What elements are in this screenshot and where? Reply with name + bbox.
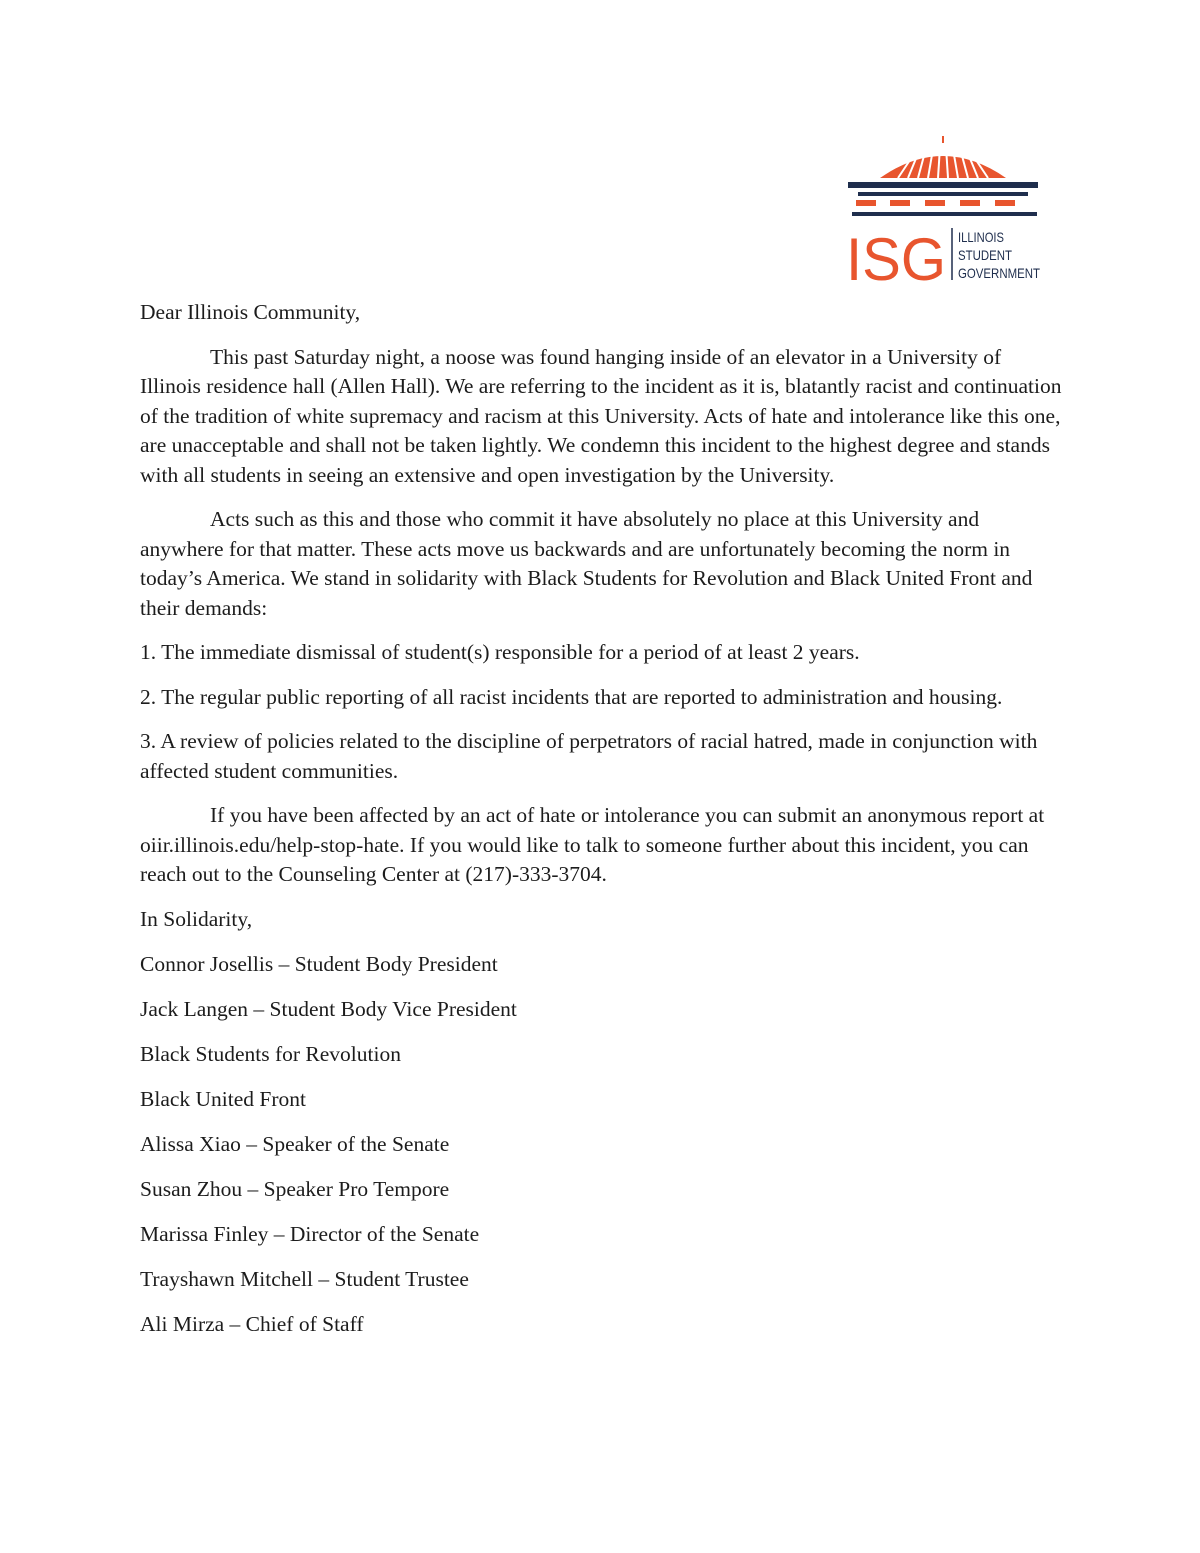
letter-body <box>140 298 1065 1355</box>
demand-item-2: 2. The regular public reporting of all racist incidents that are reported to administration and housing. <box>140 684 1003 709</box>
salutation: Dear Illinois Community, <box>140 300 361 324</box>
demand-item-3: 3. A review of policies related to the discipline of perpetrators of racial hatred, made in conjunction with affected student communities. <box>140 729 1038 783</box>
demand-item-1: 1. The immediate dismissal of student(s) responsible for a period of at least 2 years. <box>140 640 860 664</box>
signatory: Ali Mirza – Chief of Staff <box>140 1311 364 1336</box>
signatory: Trayshawn Mitchell – Student Trustee <box>140 1266 469 1291</box>
signatory: Alissa Xiao – Speaker of the Senate <box>140 1131 450 1156</box>
signatory: Susan Zhou – Speaker Pro Tempore <box>140 1176 450 1201</box>
logo-name-line-3: GOVERNMENT <box>958 265 1041 281</box>
paragraph-solidarity: Acts such as this and those who commit it have absolutely no place at this University and anywhere for that matter. These acts move us backwards and are unfortunately becoming the norm in today’s America. We stand in solidarity with Black Students for Revolution and Black United Front and their demands: <box>140 507 1033 620</box>
signatory: Jack Langen – Student Body Vice President <box>140 996 517 1021</box>
paragraph-incident: This past Saturday night, a noose was found hanging inside of an elevator in a University of Illinois residence hall (Allen Hall). We are referring to the incident as it is, blatantly racist and continuation of the tradition of white supremacy and racism at this University. Acts of hate and intolerance like this one, are unacceptable and shall not be taken lightly. We condemn this incident to the highest degree and stands with all students in seeing an extensive and open investigation by the University. <box>140 344 1062 487</box>
signatory: Black United Front <box>140 1086 307 1111</box>
closing: In Solidarity, <box>140 906 253 931</box>
dome-logo-graphic <box>840 130 1050 290</box>
logo-name-line-2: STUDENT <box>958 247 1013 263</box>
signatory: Black Students for Revolution <box>140 1041 401 1066</box>
logo-acronym: ISG <box>846 226 946 290</box>
logo-name-line-1: ILLINOIS <box>958 229 1004 245</box>
signatory: Marissa Finley – Director of the Senate <box>140 1221 480 1246</box>
signatory: Connor Josellis – Student Body President <box>140 951 498 976</box>
isg-logo <box>840 130 1050 290</box>
paragraph-support-resources: If you have been affected by an act of hate or intolerance you can submit an anonymous report at oiir.illinois.edu/help-stop-hate. If you would like to talk to someone further about this incident, you can reach out to the Counseling Center at (217)-333-3704. <box>140 803 1045 886</box>
